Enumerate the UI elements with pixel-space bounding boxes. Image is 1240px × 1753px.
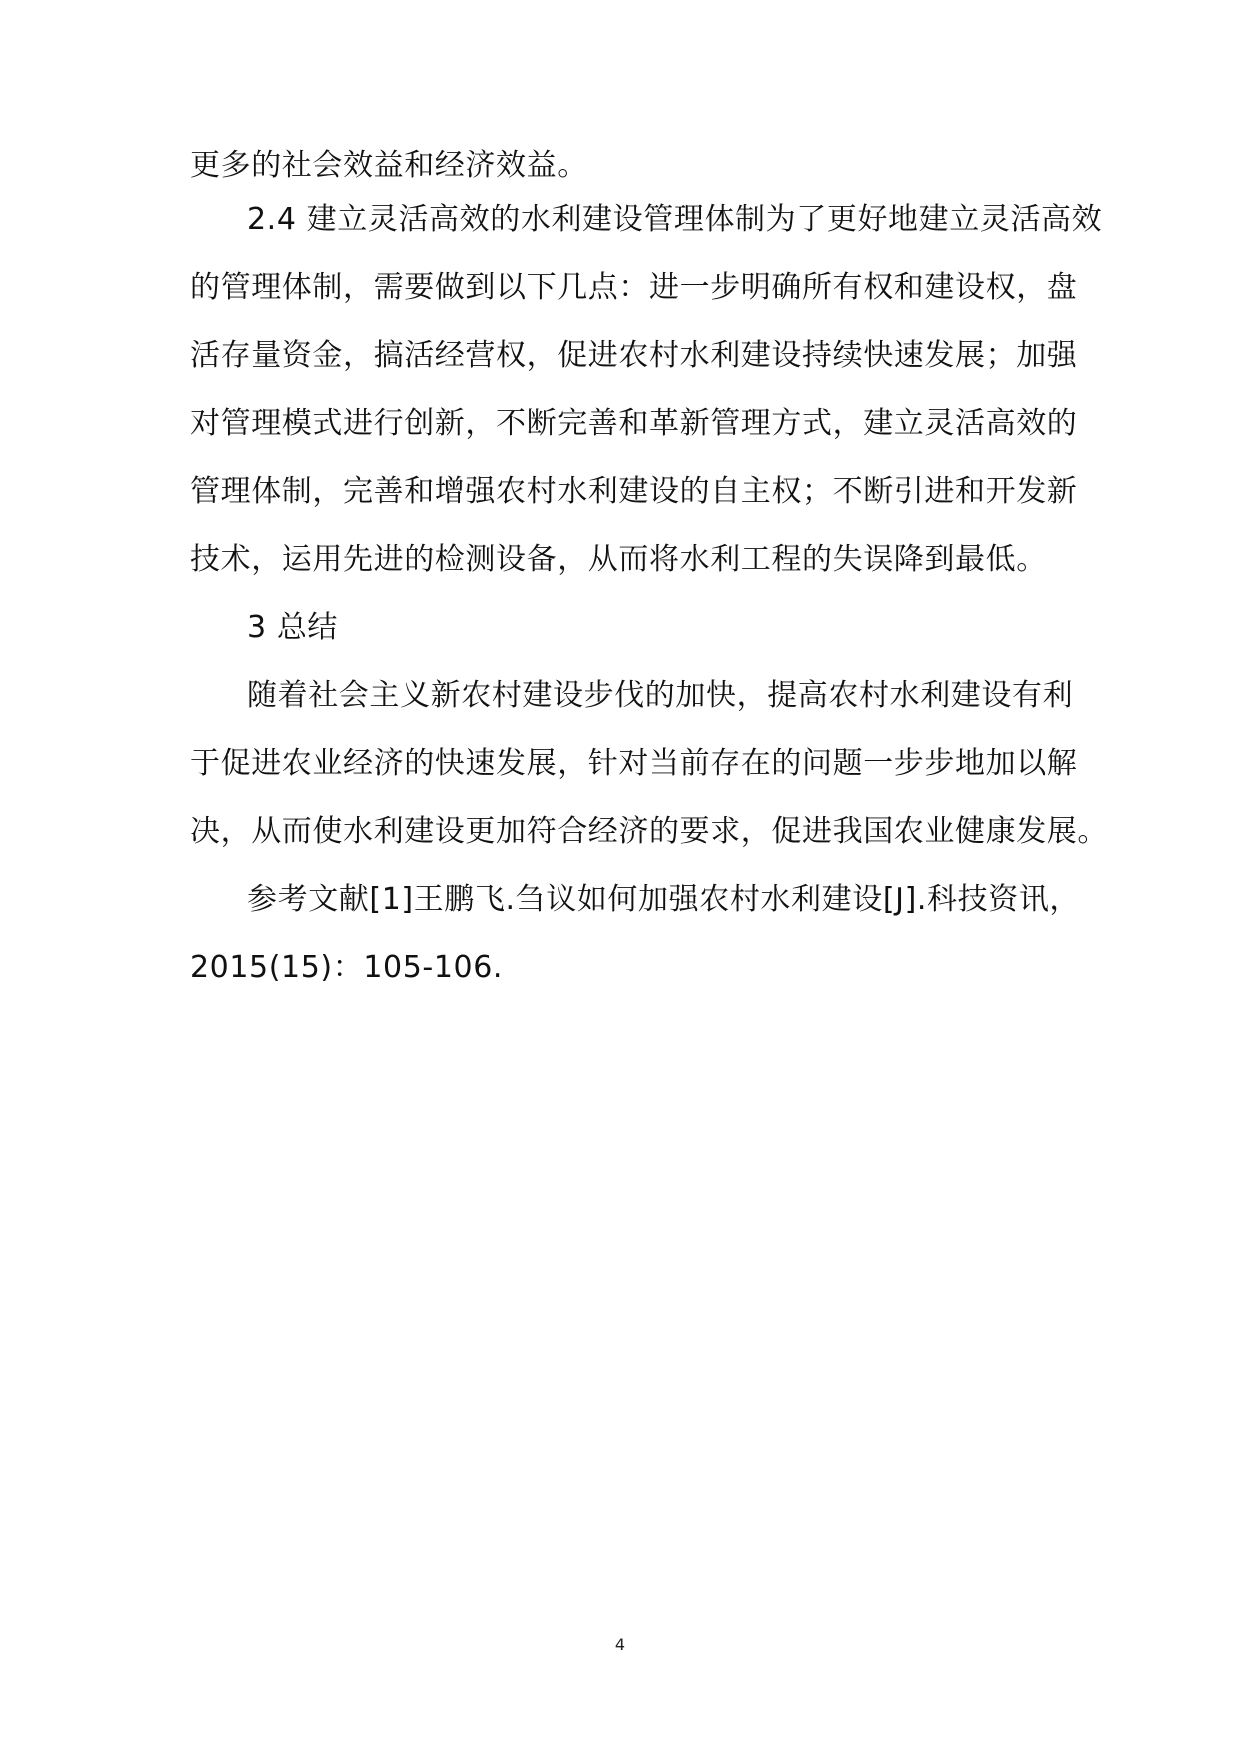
reference-line: 2015(15)：105-106. (190, 950, 504, 985)
summary-paragraph-line: 于促进农业经济的快速发展，针对当前存在的问题一步步地加以解 (190, 746, 1078, 781)
reference-line: 参考文献[1]王鹏飞.刍议如何加强农村水利建设[J].科技资讯， (247, 882, 1081, 917)
paragraph-continuation-line: 更多的社会效益和经济效益。 (190, 148, 588, 183)
section-3-heading: 3 总结 (247, 610, 339, 645)
paragraph-line: 技术，运用先进的检测设备，从而将水利工程的失误降到最低。 (190, 542, 1047, 577)
paragraph-line: 的管理体制，需要做到以下几点：进一步明确所有权和建设权，盘 (190, 270, 1078, 305)
summary-paragraph-line: 决，从而使水利建设更加符合经济的要求，促进我国农业健康发展。 (190, 814, 1108, 849)
page-number: 4 (614, 1635, 626, 1654)
summary-paragraph-line: 随着社会主义新农村建设步伐的加快，提高农村水利建设有利 (247, 678, 1074, 713)
paragraph-line: 管理体制，完善和增强农村水利建设的自主权；不断引进和开发新 (190, 474, 1078, 509)
paragraph-line: 活存量资金，搞活经营权，促进农村水利建设持续快速发展；加强 (190, 338, 1078, 373)
paragraph-line: 对管理模式进行创新，不断完善和革新管理方式，建立灵活高效的 (190, 406, 1078, 441)
section-2-4-heading-line: 2.4 建立灵活高效的水利建设管理体制为了更好地建立灵活高效 (247, 202, 1103, 237)
